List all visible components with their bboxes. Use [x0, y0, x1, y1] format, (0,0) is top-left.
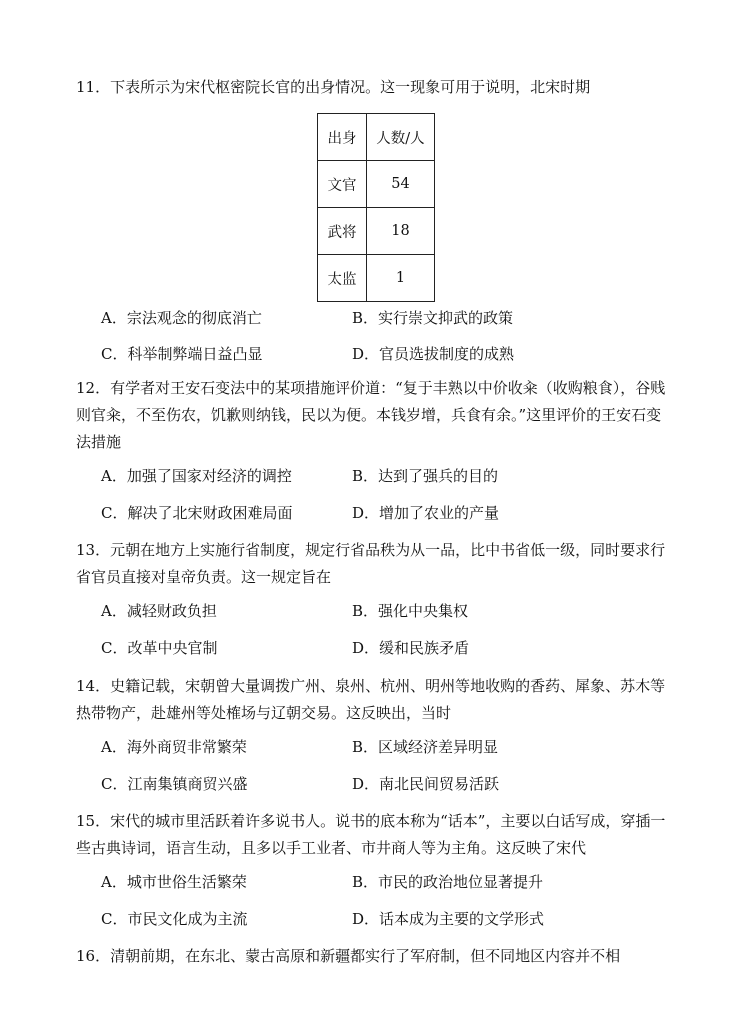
q15-option-b: B．市民的政治地位显著提升 [352, 873, 544, 891]
table-cell: 太监 [318, 255, 367, 302]
q14-option-b: B．区域经济差异明显 [352, 738, 499, 756]
q13-option-a: A．减轻财政负担 [101, 602, 217, 620]
table-cell: 文官 [318, 161, 367, 208]
table-header-cell: 人数/人 [367, 114, 435, 161]
table-row [318, 161, 435, 208]
q14-stem: 14．史籍记载，宋朝曾大量调拨广州、泉州、杭州、明州等地收购的香药、犀象、苏木等热带物产，赴雄州等处榷场与辽朝交易。这反映出，当时 [76, 677, 666, 722]
q13-option-b: B．强化中央集权 [352, 602, 469, 620]
table-row [318, 255, 435, 302]
table-header-cell: 出身 [318, 114, 367, 161]
table-cell: 18 [367, 208, 435, 255]
q14-option-c: C．江南集镇商贸兴盛 [101, 775, 248, 793]
q15-stem: 15．宋代的城市里活跃着许多说书人。说书的底本称为“话本”，主要以白话写成，穿插一些古典诗词，语言生动，且多以手工业者、市井商人等为主角。这反映了宋代 [76, 812, 666, 857]
q12-option-c: C．解决了北宋财政困难局面 [101, 504, 293, 522]
q14-option-a: A．海外商贸非常繁荣 [101, 738, 247, 756]
q11-option-b: B．实行崇文抑武的政策 [352, 309, 514, 327]
table-cell: 武将 [318, 208, 367, 255]
q12-option-b: B．达到了强兵的目的 [352, 467, 499, 485]
table-cell: 1 [367, 255, 435, 302]
q11-stem: 11．下表所示为宋代枢密院长官的出身情况。这一现象可用于说明，北宋时期 [76, 78, 591, 96]
q16-stem: 16．清朝前期，在东北、蒙古高原和新疆都实行了军府制，但不同地区内容并不相 [76, 947, 621, 965]
q15-option-c: C．市民文化成为主流 [101, 910, 248, 928]
table-row [318, 208, 435, 255]
q13-option-d: D．缓和民族矛盾 [352, 639, 470, 657]
q14-option-d: D．南北民间贸易活跃 [352, 775, 500, 793]
q15-option-a: A．城市世俗生活繁荣 [101, 873, 247, 891]
q12-option-d: D．增加了农业的产量 [352, 504, 500, 522]
q15-option-d: D．话本成为主要的文学形式 [352, 910, 545, 928]
table-cell: 54 [367, 161, 435, 208]
q13-stem: 13．元朝在地方上实施行省制度，规定行省品秩为从一品，比中书省低一级，同时要求行省官员直接对皇帝负责。这一规定旨在 [76, 541, 666, 586]
q12-option-a: A．加强了国家对经济的调控 [101, 467, 292, 485]
q13-option-c: C．改革中央官制 [101, 639, 218, 657]
q11-option-a: A．宗法观念的彻底消亡 [101, 309, 262, 327]
q11-option-d: D．官员选拔制度的成熟 [352, 345, 515, 363]
q11-option-c: C．科举制弊端日益凸显 [101, 345, 263, 363]
table-header-row [318, 114, 435, 161]
q12-stem: 12．有学者对王安石变法中的某项措施评价道：“复于丰熟以中价收籴（收购粮食），谷贱则官籴，不至伤农，饥歉则纳钱，民以为便。本钱岁增，兵食有余。”这里评价的王安石变法措施 [76, 379, 666, 451]
q11-table [317, 113, 435, 302]
